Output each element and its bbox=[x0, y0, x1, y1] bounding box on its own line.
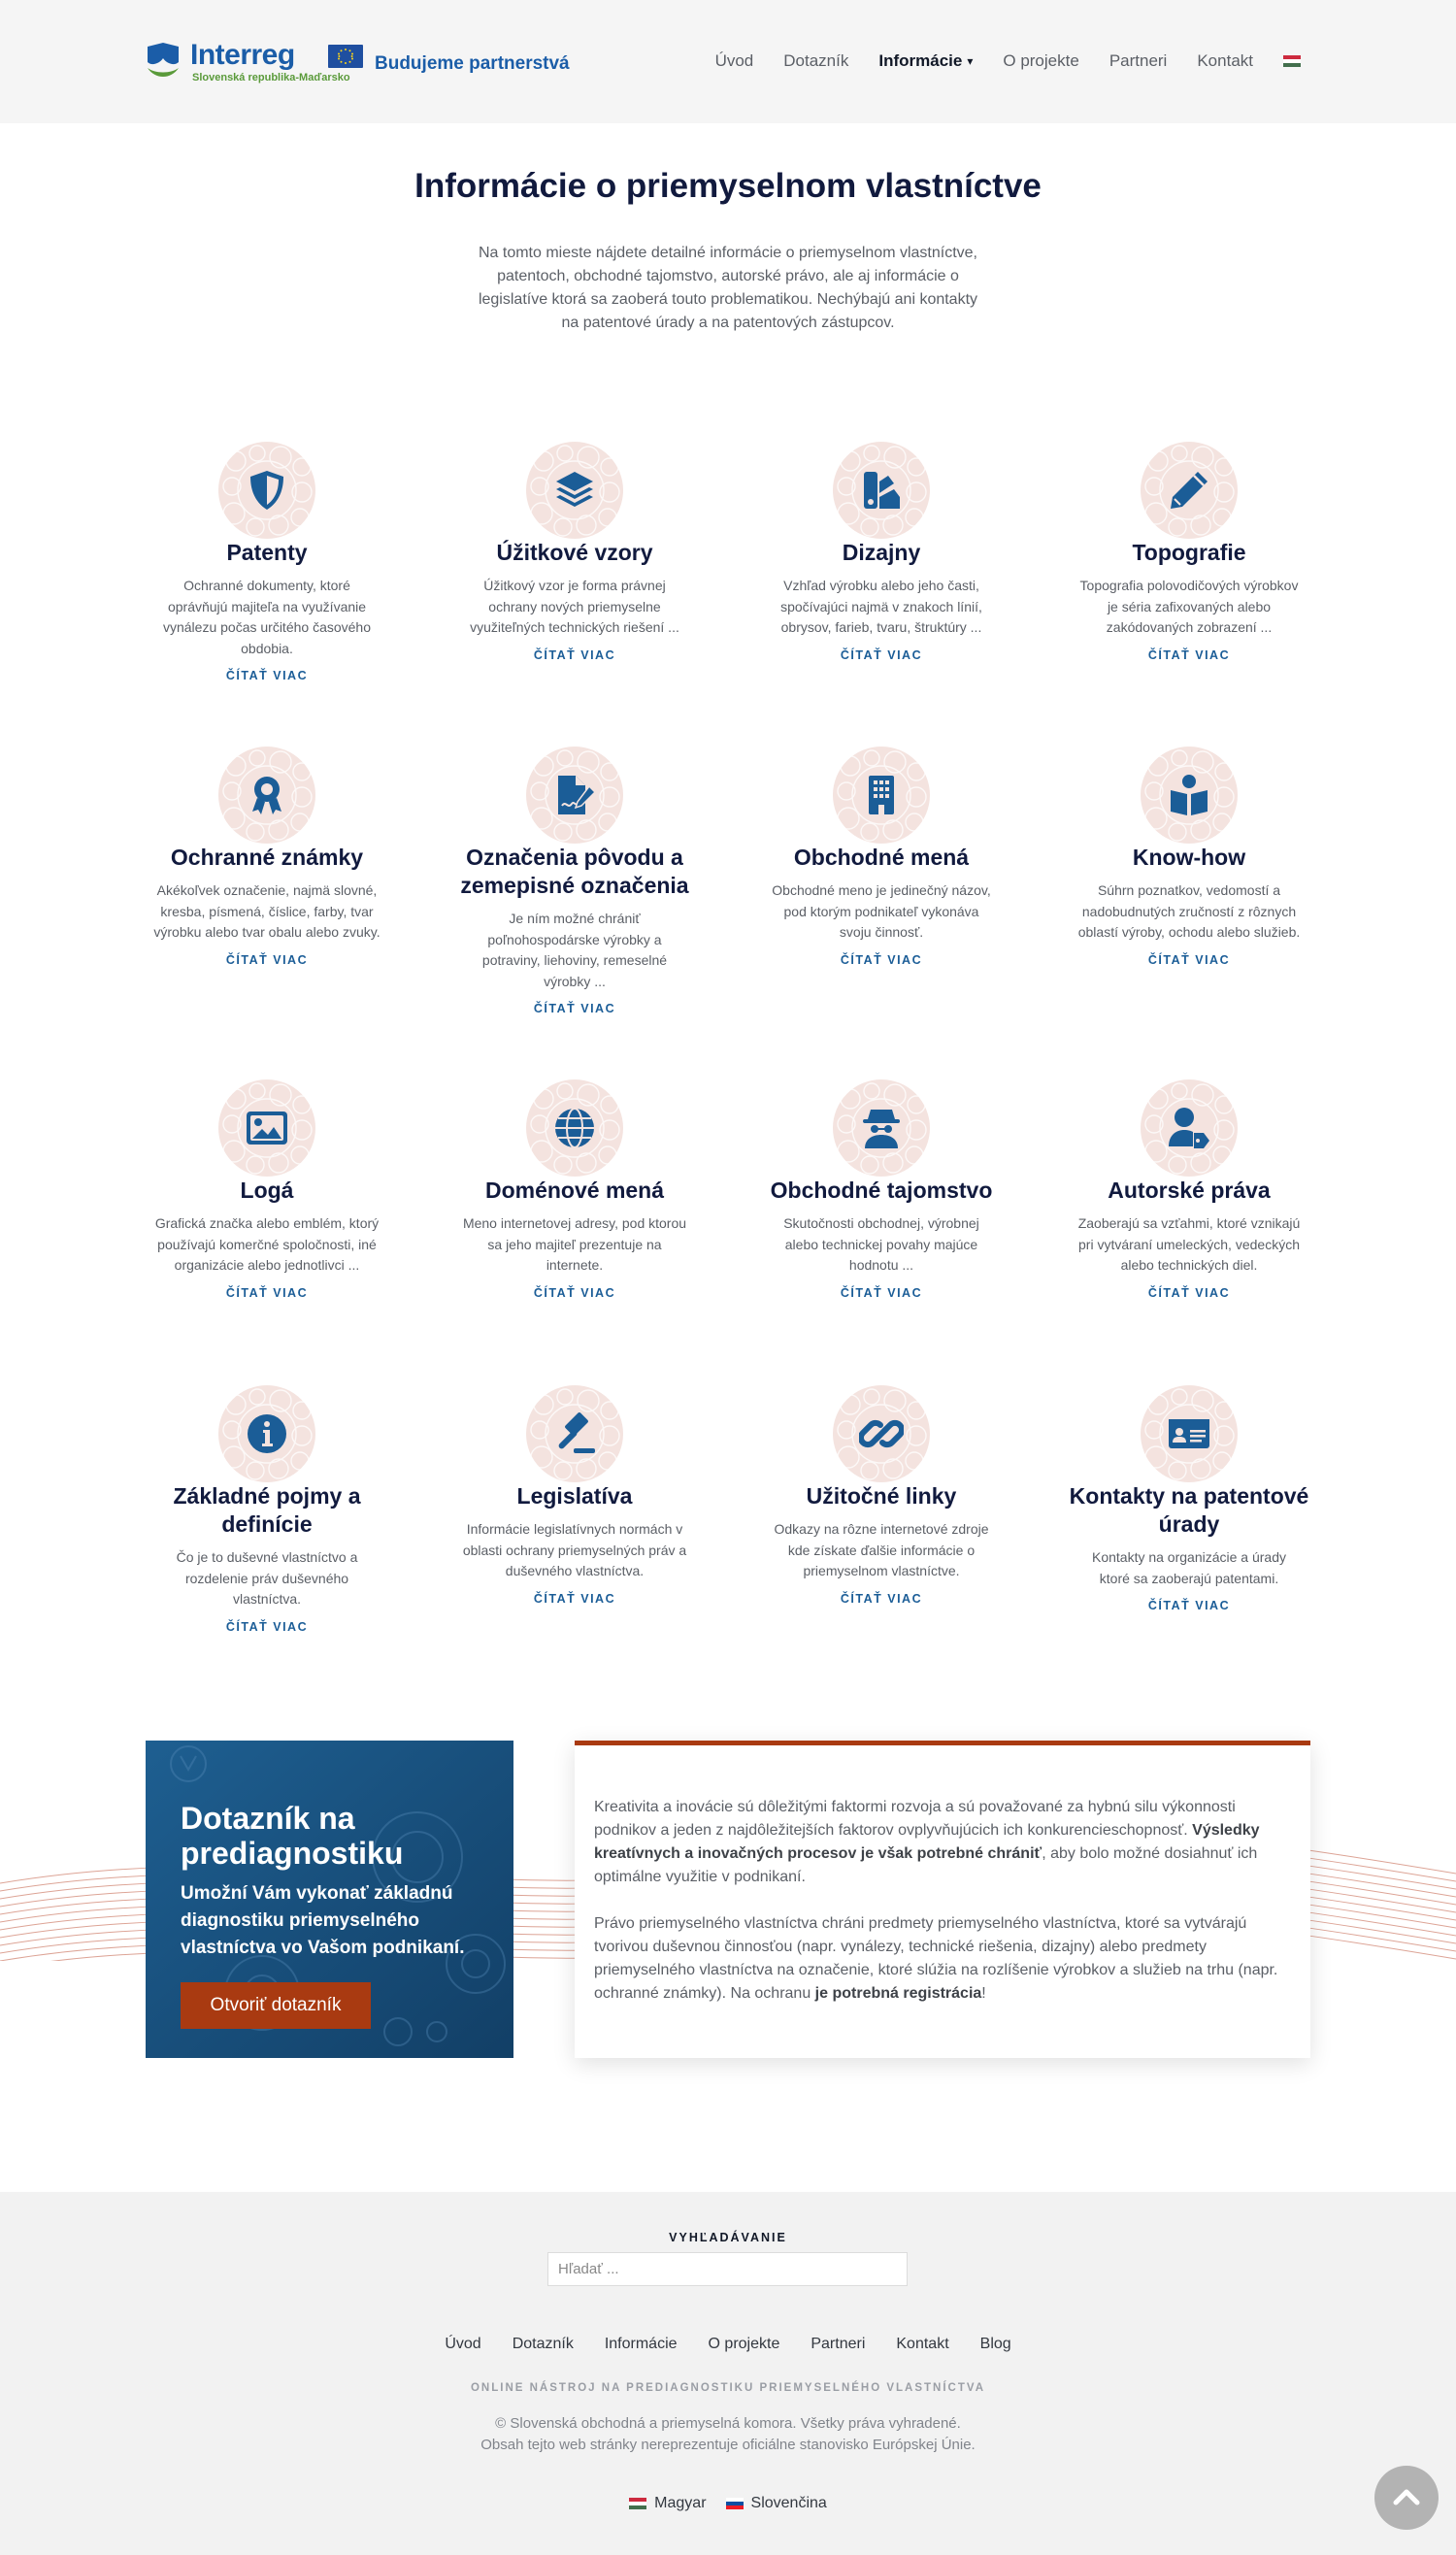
card-text: Akékoľvek označenie, najmä slovné, kresba, písmená, číslice, farby, tvar výrobku alebo tvar obalu alebo zvuky. bbox=[153, 882, 381, 940]
page-intro: Na tomto mieste nájdete detailné informácie o priemyselnom vlastníctve, patentoch, obchodné tajomstvo, autorské právo, ale aj informácie o legislatíve ktorá sa zaoberá touto problematikou. Nechýbajú ani kontakty na patentové úrady a na patentových zástupcov. bbox=[478, 245, 978, 331]
nav-item-dotaznik[interactable]: Dotazník bbox=[783, 51, 849, 70]
lang-label: Magyar bbox=[654, 2495, 707, 2511]
site-header bbox=[0, 0, 1456, 123]
nav-item-informacie[interactable] bbox=[878, 51, 973, 71]
info-p1-text-a: Kreativita a inovácie sú dôležitými faktormi rozvoja a sú považované za hybnú silu výkonnosti podnikov a jeden z najdôležitejších faktorov ovplyvňujúcich ich konkurencieschopnosť. bbox=[594, 1799, 1236, 1839]
card-text: Vzhľad výrobku alebo jeho časti, spočívajúci najmä v znakoch línií, obrysov, farieb, tvaru, štruktúry ... bbox=[780, 578, 982, 635]
chevron-down-icon: ▾ bbox=[967, 54, 974, 68]
read-more-link[interactable]: ČÍTAŤ VIAC bbox=[225, 952, 309, 967]
card-title: Obchodné tajomstvo bbox=[770, 1178, 993, 1203]
info-p2-text-c: ! bbox=[981, 1985, 986, 2002]
info-box bbox=[575, 1741, 1310, 2058]
card-title: Dizajny bbox=[842, 540, 921, 565]
globe-icon bbox=[552, 1106, 597, 1150]
card-obchodne-tajomstvo bbox=[760, 1079, 1003, 1300]
footer-nav-blog[interactable]: Blog bbox=[979, 2336, 1011, 2352]
card-kontakty-patentove-urady bbox=[1068, 1385, 1310, 1612]
info-icon bbox=[245, 1411, 289, 1456]
read-more-link[interactable]: ČÍTAŤ VIAC bbox=[533, 1002, 616, 1015]
slovak-flag-icon bbox=[726, 2498, 744, 2509]
card-dizajny bbox=[760, 442, 1003, 662]
card-uzitocne-linky bbox=[760, 1385, 1003, 1606]
card-title: Logá bbox=[240, 1178, 294, 1203]
card-zakladne-pojmy bbox=[146, 1385, 388, 1634]
open-questionnaire-button[interactable]: Otvoriť dotazník bbox=[181, 1982, 371, 2029]
card-domenove-mena bbox=[453, 1079, 696, 1300]
read-more-link[interactable]: ČÍTAŤ VIAC bbox=[1147, 1599, 1231, 1612]
read-more-link[interactable]: ČÍTAŤ VIAC bbox=[225, 1619, 309, 1634]
info-paragraph-2 bbox=[594, 1912, 1293, 2006]
building-icon bbox=[859, 773, 904, 817]
card-icon-wrap bbox=[1141, 1079, 1238, 1177]
card-icon-wrap bbox=[218, 1079, 315, 1177]
card-text: Obchodné meno je jedinečný názov, pod ktorým podnikateľ vykonáva svoju činnosť. bbox=[772, 882, 991, 940]
read-more-link[interactable]: ČÍTAŤ VIAC bbox=[533, 647, 616, 662]
info-p2-text-a: Právo priemyselného vlastníctva chráni predmety priemyselného vlastníctva, ktoré sa vytvárajú tvorivou duševnou činnosťou (napr. vynálezy, technické riešenia, dizajny) alebo predmety priemyselného vlastníctva na označenie, ktoré slúžia na rozlíšenie výrobkov a služieb na trhu (napr. ochranné známky). Na ochranu bbox=[594, 1915, 1278, 2002]
award-icon bbox=[245, 773, 289, 817]
book-reader-icon bbox=[1167, 773, 1211, 817]
read-more-link[interactable]: ČÍTAŤ VIAC bbox=[1147, 952, 1231, 967]
image-icon bbox=[245, 1106, 289, 1150]
promo-title: Dotazník na prediagnostiku bbox=[181, 1801, 404, 1871]
id-card-icon bbox=[1167, 1411, 1211, 1456]
site-logo[interactable] bbox=[146, 39, 570, 87]
chevron-up-icon bbox=[1392, 2483, 1421, 2512]
footer-nav-dotaznik[interactable]: Dotazník bbox=[512, 2336, 574, 2352]
lang-label: Slovenčina bbox=[750, 2495, 827, 2511]
card-legislativa bbox=[453, 1385, 696, 1606]
read-more-link[interactable]: ČÍTAŤ VIAC bbox=[533, 1285, 616, 1300]
card-title: Doménové mená bbox=[484, 1178, 665, 1203]
card-icon-wrap bbox=[218, 442, 315, 539]
footer-nav-o-projekte[interactable]: O projekte bbox=[708, 2336, 780, 2352]
card-title: Autorské práva bbox=[1108, 1178, 1271, 1203]
promo-text: Umožní Vám vykonať základnú diagnostiku priemyselného vlastníctva vo Vašom podnikaní. bbox=[181, 1883, 465, 1958]
card-icon-wrap bbox=[1141, 1385, 1238, 1482]
spy-icon bbox=[859, 1106, 904, 1150]
card-ochranne-znamky bbox=[146, 747, 388, 967]
read-more-link[interactable]: ČÍTAŤ VIAC bbox=[840, 1591, 923, 1606]
card-autorske-prava bbox=[1068, 1079, 1310, 1300]
nav-item-o-projekte[interactable]: O projekte bbox=[1003, 51, 1079, 70]
language-switcher bbox=[0, 2495, 1456, 2512]
card-uzitkove-vzory bbox=[453, 442, 696, 662]
card-title: Úžitkové vzory bbox=[496, 540, 653, 565]
footer-nav-kontakt[interactable]: Kontakt bbox=[896, 2336, 949, 2352]
card-text: Kontakty na organizácie a úrady ktoré sa zaoberajú patentami. bbox=[1091, 1549, 1286, 1586]
card-icon-wrap bbox=[833, 747, 930, 844]
card-title: Ochranné známky bbox=[170, 845, 364, 870]
card-text: Zaoberajú sa vzťahmi, ktoré vznikajú pri vytváraní umeleckých, vedeckých alebo technických diel. bbox=[1077, 1215, 1301, 1273]
nav-item-uvod[interactable]: Úvod bbox=[714, 51, 754, 70]
footer-nav bbox=[0, 2336, 1456, 2353]
user-tag-icon bbox=[1167, 1106, 1211, 1150]
read-more-link[interactable]: ČÍTAŤ VIAC bbox=[840, 647, 923, 662]
card-oznacenia-povodu bbox=[453, 747, 696, 1015]
disclaimer-line: Obsah tejto web stránky nereprezentuje oficiálne stanovisko Európskej Únie. bbox=[480, 2437, 976, 2453]
card-icon-wrap bbox=[218, 747, 315, 844]
card-text: Informácie legislatívnych normách v oblasti ochrany priemyselných práv a duševného vlastníctva. bbox=[462, 1521, 687, 1578]
read-more-link[interactable]: ČÍTAŤ VIAC bbox=[533, 1591, 616, 1606]
card-icon-wrap bbox=[218, 1385, 315, 1482]
nav-item-kontakt[interactable]: Kontakt bbox=[1197, 51, 1253, 70]
card-text: Odkazy na rôzne internetové zdroje kde získate ďalšie informácie o priemyselnom vlastníctve. bbox=[774, 1521, 989, 1578]
nav-item-informacie-label: Informácie bbox=[878, 51, 963, 70]
read-more-link[interactable]: ČÍTAŤ VIAC bbox=[840, 952, 923, 967]
card-text: Je ním možné chrániť poľnohospodárske výrobky a potraviny, liehoviny, remeselné výrobky ... bbox=[481, 911, 668, 989]
card-title: Kontakty na patentové úrady bbox=[1069, 1483, 1309, 1537]
nav-item-partneri[interactable]: Partneri bbox=[1109, 51, 1168, 70]
document-sign-icon bbox=[552, 773, 597, 817]
info-p2-bold: je potrebná registrácia bbox=[814, 1985, 982, 2002]
card-title: Legislatíva bbox=[516, 1483, 633, 1509]
card-text: Skutočnosti obchodnej, výrobnej alebo technickej povahy majúce hodnotu ... bbox=[783, 1215, 979, 1273]
copyright-line: © Slovenská obchodná a priemyselná komora. Všetky práva vyhradené. bbox=[495, 2415, 961, 2432]
card-patenty bbox=[146, 442, 388, 682]
logo-word: Interreg bbox=[190, 39, 295, 71]
layers-icon bbox=[552, 468, 597, 513]
main-nav bbox=[685, 51, 1301, 71]
footer-nav-partneri[interactable]: Partneri bbox=[811, 2336, 866, 2352]
card-icon-wrap bbox=[833, 1079, 930, 1177]
card-title: Obchodné mená bbox=[793, 845, 970, 870]
info-p1-text-c: , aby bolo možné dosiahnuť ich optimálne využitie v podnikaní. bbox=[594, 1845, 1258, 1885]
read-more-link[interactable]: ČÍTAŤ VIAC bbox=[225, 669, 309, 682]
hungarian-flag-icon bbox=[629, 2498, 646, 2509]
gavel-icon bbox=[552, 1411, 597, 1456]
footer-nav-uvod[interactable]: Úvod bbox=[445, 2336, 481, 2352]
interreg-logo-icon bbox=[146, 41, 181, 82]
card-text: Úžitkový vzor je forma právnej ochrany nových priemyselne využiteľných technických riešení ... bbox=[470, 578, 679, 635]
search-label: VYHĽADÁVANIE bbox=[669, 2231, 787, 2244]
card-icon-wrap bbox=[1141, 442, 1238, 539]
footer-tagline: ONLINE NÁSTROJ NA PREDIAGNOSTIKU PRIEMYSELNÉHO VLASTNÍCTVA bbox=[470, 2382, 986, 2394]
read-more-link[interactable]: ČÍTAŤ VIAC bbox=[1147, 647, 1231, 662]
card-text: Grafická značka alebo emblém, ktorý používajú komerčné spoločnosti, iné organizácie alebo jednotlivci ... bbox=[154, 1215, 380, 1273]
search-input[interactable] bbox=[547, 2252, 908, 2286]
scroll-to-top-button[interactable] bbox=[1374, 2466, 1439, 2530]
card-title: Označenia pôvodu a zemepisné označenia bbox=[460, 845, 689, 898]
card-title: Topografie bbox=[1132, 540, 1246, 565]
page-title: Informácie o priemyselnom vlastníctve bbox=[414, 167, 1042, 205]
card-obchodne-mena bbox=[760, 747, 1003, 967]
card-know-how bbox=[1068, 747, 1310, 967]
pencil-icon bbox=[1167, 468, 1211, 513]
card-text: Meno internetovej adresy, pod ktorou sa jeho majiteľ prezentuje na internete. bbox=[462, 1215, 687, 1273]
card-icon-wrap bbox=[833, 1385, 930, 1482]
site-footer bbox=[0, 2192, 1456, 2555]
read-more-link[interactable]: ČÍTAŤ VIAC bbox=[1147, 1285, 1231, 1300]
card-icon-wrap bbox=[526, 442, 623, 539]
info-paragraph-1 bbox=[594, 1796, 1293, 1889]
card-topografie bbox=[1068, 442, 1310, 662]
footer-nav-informacie[interactable]: Informácie bbox=[604, 2336, 678, 2352]
card-title: Know-how bbox=[1132, 845, 1246, 870]
logo-tagline: Budujeme partnerstvá bbox=[375, 53, 570, 74]
card-icon-wrap bbox=[833, 442, 930, 539]
card-text: Súhrn poznatkov, vedomostí a nadobudnutých zručností z rôznych oblastí výroby, ochodu alebo služieb. bbox=[1077, 882, 1301, 940]
hungarian-flag-icon[interactable] bbox=[1283, 55, 1301, 68]
logo-subtitle: Slovenská republika-Maďarsko bbox=[192, 72, 350, 83]
card-icon-wrap bbox=[1141, 747, 1238, 844]
card-icon-wrap bbox=[526, 747, 623, 844]
card-title: Patenty bbox=[226, 540, 308, 565]
card-title: Základné pojmy a definície bbox=[173, 1483, 361, 1537]
questionnaire-promo bbox=[146, 1741, 513, 2058]
card-text: Topografia polovodičových výrobkov je séria zafixovaných alebo zakódovaných zobrazení ... bbox=[1079, 578, 1299, 635]
link-icon bbox=[859, 1411, 904, 1456]
palette-icon bbox=[859, 468, 904, 513]
shield-icon bbox=[245, 468, 289, 513]
info-p1-bold: Výsledky kreatívnych a inovačných procesov je však potrebné chrániť bbox=[594, 1822, 1260, 1862]
lang-slovencina[interactable] bbox=[726, 2495, 827, 2512]
card-text: Čo je to duševné vlastníctvo a rozdelenie práv duševného vlastníctva. bbox=[176, 1549, 358, 1607]
eu-flag-icon bbox=[328, 45, 363, 68]
read-more-link[interactable]: ČÍTAŤ VIAC bbox=[840, 1285, 923, 1300]
card-text: Ochranné dokumenty, ktoré oprávňujú majiteľa na využívanie vynálezu počas určitého časového obdobia. bbox=[162, 578, 372, 656]
lang-magyar[interactable] bbox=[629, 2495, 706, 2512]
footer-copyright bbox=[0, 2413, 1456, 2456]
card-title: Užitočné linky bbox=[806, 1483, 957, 1509]
read-more-link[interactable]: ČÍTAŤ VIAC bbox=[225, 1285, 309, 1300]
card-icon-wrap bbox=[526, 1385, 623, 1482]
card-loga bbox=[146, 1079, 388, 1300]
card-icon-wrap bbox=[526, 1079, 623, 1177]
